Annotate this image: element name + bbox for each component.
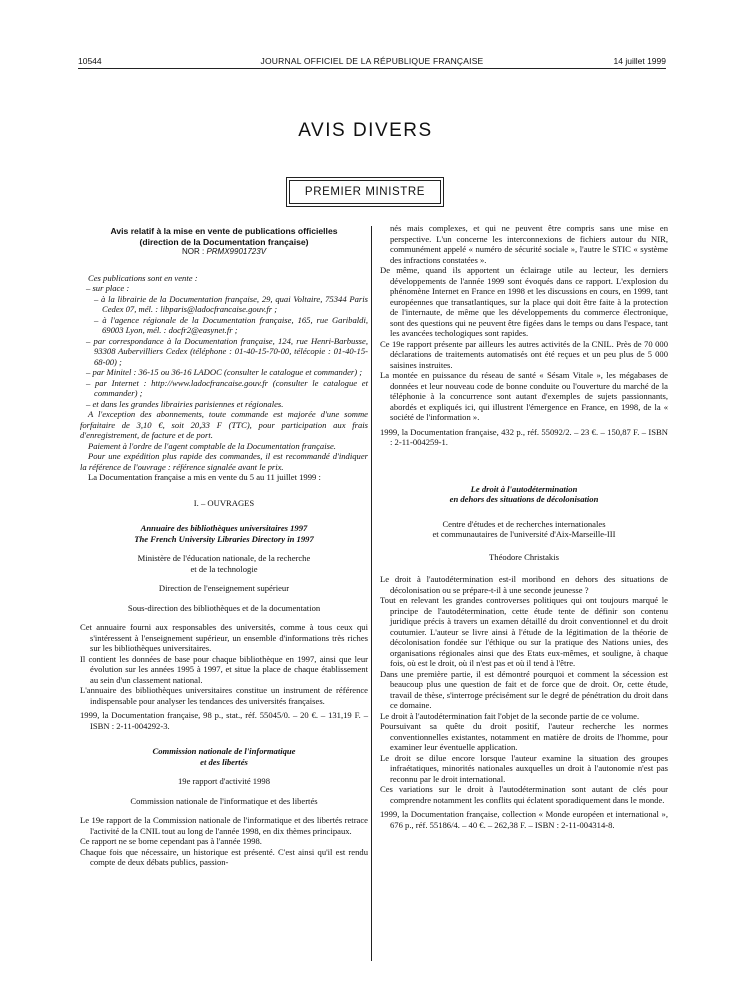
section-title: AVIS DIVERS: [298, 120, 433, 141]
centre-line1: Centre d'études et de recherches internationales: [442, 518, 606, 529]
ministere-line1: Ministère de l'éducation nationale, de la recherche: [137, 553, 311, 563]
direction-line: Direction de l'enseignement supérieur: [158, 583, 290, 593]
rapport-line: 19e rapport d'activité 1998: [178, 776, 270, 786]
annuaire-paragraph: L'annuaire des bibliothèques universitaires constitue un instrument de référence indispensable pour analyser les tendances des universités françaises.: [80, 685, 368, 706]
issue-date: 14 juillet 1999: [613, 56, 666, 66]
author-name: Théodore Christakis: [489, 551, 559, 562]
cnil-reference: 1999, la Documentation française, 432 p., réf. 55092/2. – 23 €. – 150,87 F. – ISBN : 2-11-004259-1.: [380, 426, 668, 447]
release-note: La Documentation française a mis en vente du 5 au 11 juillet 1999 :: [88, 472, 321, 482]
annuaire-reference: 1999, la Documentation française, 98 p., stat., réf. 55045/0. – 20 €. – 131,19 F. – ISBN : 2-11-004292-3.: [80, 710, 368, 731]
nor-code: PRMX9901723V: [206, 247, 267, 256]
ministry-box-title: PREMIER MINISTRE: [289, 180, 441, 204]
cnil-org-line: Commission nationale de l'informatique et des libertés: [130, 795, 318, 806]
shipping-note: Pour une expédition plus rapide des commandes, il est recommandé d'indiquer la référence de l'ouvrage : référence signalée avant le prix.: [80, 451, 368, 472]
cnil-paragraph: Ce rapport ne se borne cependant pas à l'année 1998.: [80, 836, 262, 846]
annuaire-title: Annuaire des bibliothèques universitaires 1997: [140, 523, 308, 533]
cnil-paragraph: De même, quand ils apportent un éclairage utile au lecteur, les derniers développements de l'année 1999 sont évoqués dans ce rapport. L'explosion du phénomène Internet en France en 1998 et les discussions en cours, en 1999, tant européennes que transatlantiques, sur la place qui doit être faite à la protection de l'internaute, de même que les développements du commerce électronique, sont des questions qui ne peuvent être figées dans le temps ou dans l'espace, tant les avancées techologiques sont rapides.: [380, 265, 668, 338]
droit-paragraph: Ces variations sur le droit à l'autodétermination sont autant de clés pour comprendre notamment les conflits qui éclatent sporadiquement dans le monde.: [380, 784, 668, 805]
annuaire-paragraph: Cet annuaire fourni aux responsables des universités, comme à tous ceux qui s'intéressent à l'enseignement supérieur, un ensemble d'informations très riches sur les bibliothèques universitaires.: [80, 622, 368, 653]
nor-label: NOR :: [181, 247, 205, 256]
ouvrages-heading: I. – OUVRAGES: [193, 497, 255, 508]
sales-correspondance: – par correspondance à la Documentation française, 124, rue Henri-Barbusse, 93308 Aubervilliers Cedex (téléphone : 01-40-15-70-00, télécopie : 01-40-15-68-00) ;: [86, 335, 368, 367]
cnil-paragraph-continued: nés mais complexes, et qui ne peuvent être compris sans une mise en perspective. L'un concerne les interconnexions de fichiers autour du NIR, communément appelé « numéro de sécurité sociale », l'autre le STIC « système des infractions constatées ».: [390, 223, 668, 265]
droit-paragraph: Le droit à l'autodétermination est-il moribond en dehors des situations de décolonisation ou se prépare-t-il à une seconde jeunesse ?: [380, 574, 668, 595]
sous-direction-line: Sous-direction des bibliothèques et de la documentation: [127, 602, 321, 613]
droit-paragraph: Dans une première partie, il est démontré pourquoi et comment la sécession est beaucoup plus une question de fait et de force que de droit. Or, cette étude, travail de thèse, s'interroge précisément sur le degré de pénétration du droit dans ce domaine.: [380, 668, 668, 710]
annuaire-paragraph: Il contient les données de base pour chaque bibliothèque en 1997, ainsi que leur évolution sur les années 1995 à 1997, et situe la place de chaque établissement au sein d'un classement national.: [80, 653, 368, 685]
sales-agence: – à l'agence régionale de la Documentation française, 165, rue Garibaldi, 69003 Lyon, mél. : docfr2@easynet.fr ;: [94, 314, 368, 335]
page-number: 10544: [78, 56, 102, 66]
droit-title: Le droit à l'autodétermination: [470, 483, 578, 494]
droit-paragraph: Tout en relevant les grandes controverses politiques qui ont toujours marqué le principe de l'autodétermination, cette étude tente de définir son contenu juridique précis à travers un examen détaillé du droit conventionnel et du droit coutumier. L'auteur se livre ainsi à l'étude de la légitimation de la théorie de décolonisation fondée sur l'éthique ou sur la pratique des Nations unies, des organisations régionales ainsi que des Etats eux-mêmes, et souligne, à chaque fois, où est le droit, où il n'est pas et où il tend à l'être.: [380, 595, 668, 668]
sales-librairies: – et dans les grandes librairies parisiennes et régionales.: [86, 398, 284, 409]
cnil-paragraph: Le 19e rapport de la Commission nationale de l'informatique et des libertés retrace l'activité de la CNIL tout au long de l'année 1998, en dix thèmes principaux.: [80, 815, 368, 836]
annuaire-title-en: The French University Libraries Directory in 1997: [134, 533, 314, 544]
payment-note: Paiement à l'ordre de l'agent comptable de la Documentation française.: [88, 440, 336, 451]
sales-internet: – par Internet : http://www.ladocfrancaise.gouv.fr (consulter le catalogue et commander) ;: [86, 377, 368, 398]
right-column: [380, 223, 668, 830]
cnil-paragraph: Chaque fois que nécessaire, un historique est présenté. C'est ainsi qu'il est rendu compte de deux débats publics, passion-: [80, 846, 368, 867]
droit-title-line2: en dehors des situations de décolonisation: [449, 494, 599, 504]
ministere-line2: et de la technologie: [190, 563, 258, 574]
avis-subtitle: (direction de la Documentation française): [139, 236, 309, 247]
cnil-paragraph: Ce 19e rapport présente par ailleurs les autres activités de la CNIL. Près de 70 000 déclarations de traitements automatisés ont été reçues et un peu plus de 5 000 saisines instruites.: [380, 338, 668, 370]
cnil-title: Commission nationale de l'informatique: [152, 746, 296, 756]
header-rule: [78, 68, 666, 69]
surcharge-note: A l'exception des abonnements, toute commande est majorée d'une somme forfaitaire de 3,10 €, soit 20,33 F (TTC), pour participation aux frais d'enregistrement, de facture et de port.: [80, 409, 368, 440]
column-divider: [371, 226, 372, 961]
droit-paragraph: Le droit à l'autodétermination fait l'objet de la seconde partie de ce volume.: [380, 710, 640, 721]
avis-title: Avis relatif à la mise en vente de publications officielles: [110, 226, 338, 236]
droit-reference: 1999, la Documentation française, collection « Monde européen et international », 676 p., réf. 55186/4. – 40 €. – 262,38 F. – ISBN : 2-11-004314-8.: [380, 809, 668, 830]
cnil-title-line2: et des libertés: [200, 756, 248, 767]
sales-minitel: – par Minitel : 36-15 ou 36-16 LADOC (consulter le catalogue et commander) ;: [86, 367, 363, 377]
left-column: [80, 226, 368, 868]
cnil-paragraph: La montée en puissance du réseau de santé « Sésam Vitale », les mégabases de données et leur nouveau code de bonne conduite ou l'ouverture du marché de la téléphonie à la concurrence sont autant d'exemples de sujets passionnants, abordés et expliqués ici, qui illustrent l'émergence en France, en 1998, de la « société de l'information ».: [380, 370, 668, 422]
droit-paragraph: Le droit se dilue encore lorsque l'auteur examine la situation des groupes infraétatiques, minorités nationales auxquelles un droit à l'autonomie n'est pas reconnu par le droit international.: [380, 752, 668, 784]
sales-librairie: – à la librairie de la Documentation française, 29, quai Voltaire, 75344 Paris Cedex 07, mél. : libparis@ladocfrancaise.gouv.fr ;: [94, 293, 368, 314]
sales-intro: Ces publications sont en vente :: [88, 272, 198, 283]
centre-line2: et communautaires de l'université d'Aix-Marseille-III: [432, 529, 616, 539]
journal-title: JOURNAL OFFICIEL DE LA RÉPUBLIQUE FRANÇAISE: [260, 56, 484, 66]
sales-onsite: – sur place :: [86, 283, 130, 293]
nor-line: [80, 247, 368, 258]
droit-paragraph: Poursuivant sa quête du droit positif, l'auteur recherche les normes conventionnelles existantes, notamment en matière de droits de l'homme, pour examiner leur éventuelle application.: [380, 721, 668, 752]
